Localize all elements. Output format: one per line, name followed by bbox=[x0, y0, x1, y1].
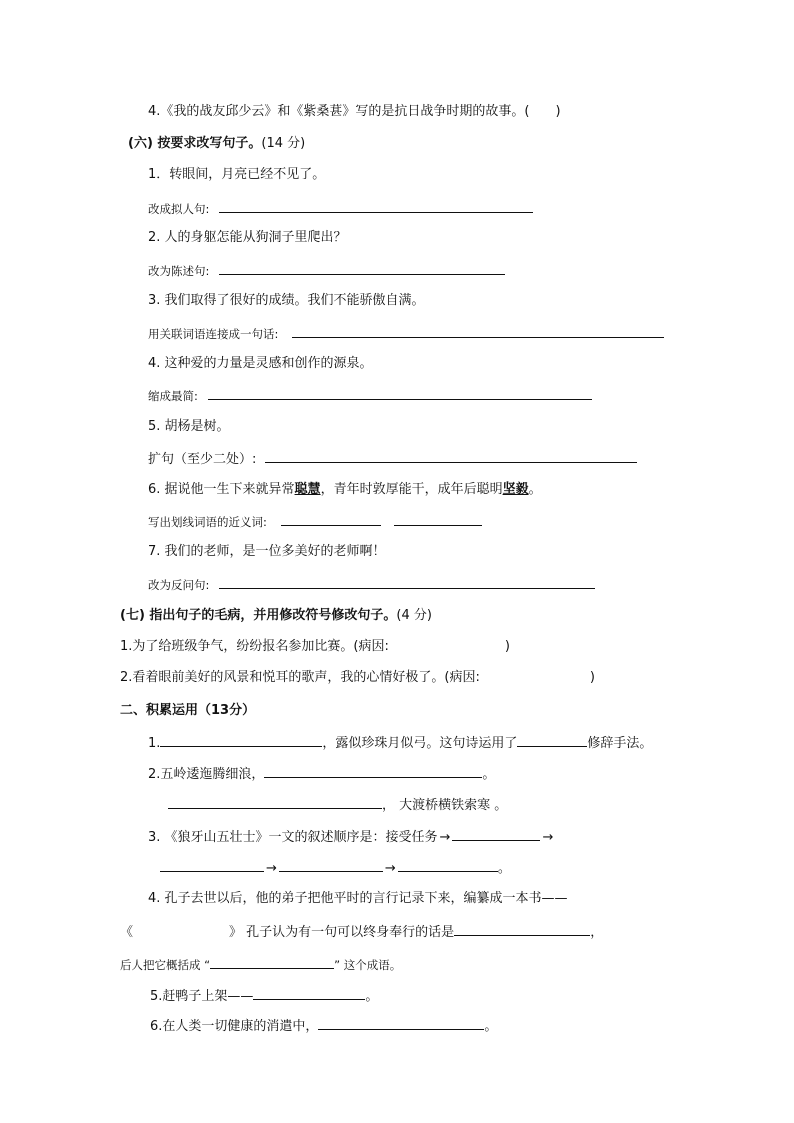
sentence-6-post: 。 bbox=[528, 482, 542, 497]
accum-item-1 bbox=[148, 733, 652, 753]
rewrite-item-2: 2. 人的身躯怎能从狗洞子里爬出？ bbox=[148, 230, 347, 245]
arrow-icon: → bbox=[266, 861, 277, 876]
sentence-6-mid: ，青年时敦厚能干，成年后聪明 bbox=[320, 482, 503, 497]
synonym-blank-2[interactable] bbox=[394, 512, 482, 526]
order-blank-3[interactable] bbox=[279, 858, 383, 872]
rewrite-answer-3 bbox=[148, 324, 664, 343]
rewrite-answer-4 bbox=[148, 386, 592, 405]
rewrite-answer-6 bbox=[148, 512, 482, 531]
rewrite-item-6 bbox=[148, 481, 542, 499]
poem-blank-3[interactable] bbox=[168, 795, 382, 809]
section-6-score: (14 分) bbox=[261, 136, 306, 151]
rhetoric-blank[interactable] bbox=[517, 733, 587, 747]
accum-6-end: 。 bbox=[484, 1019, 498, 1034]
order-blank-1[interactable] bbox=[452, 827, 540, 841]
accum-2-end: 。 bbox=[482, 767, 496, 782]
underlined-word-2: 坚毅 bbox=[502, 482, 529, 497]
accum-4-comma: ， bbox=[590, 925, 604, 940]
judgement-close: ) bbox=[555, 104, 561, 119]
section-7-title: (七) 指出句子的毛病，并用修改符号修改句子。 bbox=[120, 608, 397, 623]
rewrite-prompt-5: 扩句（至少二处）: bbox=[148, 452, 257, 467]
rewrite-item-3: 3. 我们取得了很好的成绩。我们不能骄傲自满。 bbox=[148, 293, 425, 308]
accum-item-3 bbox=[148, 827, 555, 847]
quote-blank-2[interactable] bbox=[318, 1016, 484, 1030]
order-blank-2[interactable] bbox=[160, 858, 264, 872]
rewrite-answer-2 bbox=[148, 261, 505, 280]
accum-2-line2: ， 大渡桥横铁索寒 。 bbox=[382, 798, 508, 813]
error-item-1 bbox=[120, 638, 510, 656]
accum-4-mid: 孔子认为有一句可以终身奉行的话是 bbox=[246, 925, 455, 940]
accum-item-6 bbox=[150, 1016, 497, 1036]
accum-item-4: 4. 孔子去世以后，他的弟子把他平时的言行记录下来，编纂成一本书—— bbox=[148, 891, 568, 906]
accum-1-num: 1. bbox=[148, 736, 161, 751]
accum-1-end: 修辞手法。 bbox=[587, 736, 653, 751]
idiom-blank[interactable] bbox=[210, 955, 334, 969]
rewrite-answer-5 bbox=[148, 449, 637, 469]
synonym-blank-1[interactable] bbox=[281, 512, 381, 526]
section-7-score: (4 分) bbox=[396, 608, 432, 623]
accum-item-4-line2 bbox=[120, 922, 603, 942]
rewrite-item-5: 5. 胡杨是树。 bbox=[148, 419, 230, 434]
rewrite-prompt-4: 缩成最简: bbox=[148, 389, 198, 403]
accum-item-2 bbox=[148, 764, 495, 784]
accum-item-4-line3 bbox=[120, 955, 401, 974]
accum-1-mid: ，露似珍珠月似弓。这句诗运用了 bbox=[322, 736, 518, 751]
accum-2-text: 2.五岭逶迤腾细浪， bbox=[148, 767, 265, 782]
judgement-text: 4.《我的战友邱少云》和《紫桑葚》写的是抗日战争时期的故事。( bbox=[148, 104, 530, 119]
order-blank-4[interactable] bbox=[398, 858, 498, 872]
rewrite-item-7: 7. 我们的老师，是一位多美好的老师啊！ bbox=[148, 544, 386, 559]
arrow-icon: → bbox=[384, 861, 396, 876]
error-text-2: 2.看着眼前美好的风景和悦耳的歌声，我的心情好极了。(病因: bbox=[120, 670, 480, 685]
section-2-heading: 二、积累运用（13分） bbox=[120, 703, 256, 718]
judgement-item-4 bbox=[148, 103, 561, 121]
poem-blank-1[interactable] bbox=[160, 733, 322, 747]
quote-blank[interactable] bbox=[454, 922, 590, 936]
answer-blank-3[interactable] bbox=[292, 324, 664, 338]
rewrite-prompt-2: 改为陈述句: bbox=[148, 264, 210, 278]
rewrite-prompt-6: 写出划线词语的近义词: bbox=[148, 515, 267, 529]
rewrite-prompt-7: 改为反问句: bbox=[148, 578, 210, 592]
rewrite-item-1: 1．转眼间，月亮已经不见了。 bbox=[148, 167, 326, 182]
accum-item-3-line2 bbox=[160, 858, 511, 878]
poem-blank-2[interactable] bbox=[264, 764, 482, 778]
arrow-icon: → bbox=[439, 830, 451, 845]
rewrite-prompt-1: 改成拟人句: bbox=[148, 202, 210, 216]
accum-6-text: 6.在人类一切健康的消遣中， bbox=[150, 1019, 319, 1034]
arrow-icon: → bbox=[542, 830, 554, 845]
book-close-bracket: 》 bbox=[229, 925, 243, 940]
rewrite-answer-7 bbox=[148, 575, 595, 594]
answer-blank-4[interactable] bbox=[208, 386, 592, 400]
error-close-2: ) bbox=[589, 670, 595, 685]
sentence-6-pre: 6. 据说他一生下来就异常 bbox=[148, 482, 295, 497]
accum-5-end: 。 bbox=[365, 989, 379, 1004]
answer-blank-2[interactable] bbox=[219, 261, 505, 275]
answer-blank-7[interactable] bbox=[219, 575, 595, 589]
xiehouyu-blank[interactable] bbox=[253, 986, 365, 1000]
rewrite-prompt-3: 用关联词语连接成一句话: bbox=[148, 327, 279, 341]
rewrite-item-4: 4. 这种爱的力量是灵感和创作的源泉。 bbox=[148, 356, 373, 371]
accum-4-l3b: ” 这个成语。 bbox=[334, 958, 402, 972]
accum-5-text: 5.赶鸭子上架—— bbox=[150, 989, 254, 1004]
underlined-word-1: 聪慧 bbox=[294, 482, 321, 497]
book-open-bracket: 《 bbox=[120, 925, 134, 940]
accum-4-l3a: 后人把它概括成 “ bbox=[120, 958, 211, 972]
accum-3-text: 3. 《狼牙山五壮士》一文的叙述顺序是：接受任务 bbox=[148, 830, 438, 845]
error-item-2 bbox=[120, 669, 595, 687]
accum-item-5 bbox=[150, 986, 378, 1006]
section-6-heading bbox=[128, 135, 305, 153]
accum-item-2-line2 bbox=[168, 795, 507, 815]
section-7-heading bbox=[120, 607, 432, 625]
answer-blank-1[interactable] bbox=[219, 199, 533, 213]
error-text-1: 1.为了给班级争气，纷纷报名参加比赛。(病因: bbox=[120, 639, 389, 654]
error-close-1: ) bbox=[504, 639, 510, 654]
rewrite-answer-1 bbox=[148, 199, 533, 218]
answer-blank-5[interactable] bbox=[265, 449, 637, 463]
section-6-title: (六) 按要求改写句子。 bbox=[128, 136, 262, 151]
accum-3-end: 。 bbox=[497, 861, 511, 876]
